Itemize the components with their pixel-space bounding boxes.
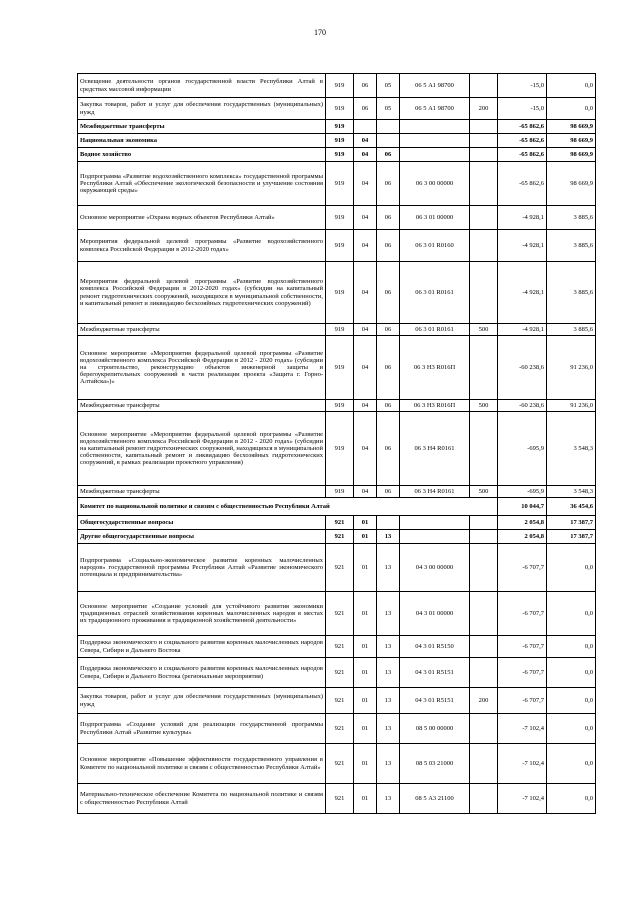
cell-admin-code: 921 — [326, 744, 354, 784]
cell-admin-code: 921 — [326, 784, 354, 814]
table-row — [78, 714, 596, 744]
cell-expense-type — [470, 658, 498, 688]
cell-admin-code: 921 — [326, 592, 354, 636]
cell-sum-2: 0,0 — [547, 544, 596, 592]
table-row — [78, 636, 596, 658]
cell-target-article: 08 5 А3 21100 — [400, 784, 470, 814]
cell-subsection — [377, 516, 400, 530]
cell-subsection: 06 — [377, 400, 400, 412]
cell-target-article — [400, 120, 470, 134]
cell-expense-type — [470, 148, 498, 162]
cell-expense-type — [470, 134, 498, 148]
cell-admin-code: 919 — [326, 336, 354, 400]
cell-sum-1: -695,9 — [498, 486, 547, 498]
cell-name: Мероприятия федеральной целевой программы «Развитие водохозяйственного комплекса Российской Федерации в 2012-2020 годах» (субсидии на капитальный ремонт гидротехнических сооружений, находящихся в муниципальной собственности, и капитальный ремонт и ликвидацию бесхозяйных гидротехнических сооружений) — [78, 262, 326, 324]
cell-section: 06 — [354, 74, 377, 98]
cell-expense-type — [470, 206, 498, 230]
cell-admin-code: 919 — [326, 412, 354, 486]
cell-admin-code: 921 — [326, 658, 354, 688]
cell-name: Поддержка экономического и социального развития коренных малочисленных народов Севера, Сибири и Дальнего Востока — [78, 636, 326, 658]
table-row — [78, 744, 596, 784]
table-row — [78, 336, 596, 400]
cell-sum-1: -6 707,7 — [498, 636, 547, 658]
cell-subsection: 06 — [377, 262, 400, 324]
cell-sum-1: 2 054,8 — [498, 516, 547, 530]
table-row — [78, 262, 596, 324]
cell-subsection: 06 — [377, 230, 400, 262]
cell-name: Освещение деятельности органов государственной власти Республики Алтай в средствах массовой информации — [78, 74, 326, 98]
cell-target-article: 08 5 00 00000 — [400, 714, 470, 744]
cell-admin-code: 919 — [326, 206, 354, 230]
cell-sum-2: 0,0 — [547, 784, 596, 814]
cell-section: 04 — [354, 134, 377, 148]
cell-name: Межбюджетные трансферты — [78, 400, 326, 412]
cell-admin-code: 919 — [326, 148, 354, 162]
cell-name: Водное хозяйство — [78, 148, 326, 162]
cell-sum-1: -6 707,7 — [498, 658, 547, 688]
cell-target-article — [400, 516, 470, 530]
cell-name: Подпрограмма «Развитие водохозяйственного комплекса» государственной программы Республики Алтай «Обеспечение экологической безопасности и улучшение состояния окружающей среды» — [78, 162, 326, 206]
cell-sum-2: 3 548,3 — [547, 412, 596, 486]
cell-subsection — [377, 120, 400, 134]
cell-sum-1: -15,0 — [498, 98, 547, 120]
cell-name: Другие общегосударственные вопросы — [78, 530, 326, 544]
cell-target-article: 06 3 Н3 R016П — [400, 336, 470, 400]
cell-target-article: 08 5 03 21000 — [400, 744, 470, 784]
cell-subsection: 13 — [377, 530, 400, 544]
cell-section: 04 — [354, 336, 377, 400]
cell-sum-2: 98 669,9 — [547, 120, 596, 134]
cell-subsection: 13 — [377, 658, 400, 688]
cell-subsection: 06 — [377, 412, 400, 486]
cell-admin-code: 919 — [326, 324, 354, 336]
cell-section: 01 — [354, 658, 377, 688]
table-row — [78, 148, 596, 162]
cell-expense-type — [470, 412, 498, 486]
cell-section: 01 — [354, 516, 377, 530]
cell-subsection: 06 — [377, 162, 400, 206]
cell-target-article: 06 3 00 00000 — [400, 162, 470, 206]
cell-expense-type — [470, 262, 498, 324]
cell-expense-type — [470, 744, 498, 784]
cell-name: Межбюджетные трансферты — [78, 324, 326, 336]
cell-sum-1: -695,9 — [498, 412, 547, 486]
cell-admin-code: 919 — [326, 98, 354, 120]
cell-section: 01 — [354, 688, 377, 714]
cell-target-article: 06 3 01 00000 — [400, 206, 470, 230]
cell-section: 04 — [354, 206, 377, 230]
cell-subsection: 06 — [377, 336, 400, 400]
cell-target-article: 06 3 Н3 R016П — [400, 400, 470, 412]
table-row — [78, 230, 596, 262]
cell-sum-2: 0,0 — [547, 688, 596, 714]
cell-subsection: 13 — [377, 592, 400, 636]
cell-section: 04 — [354, 230, 377, 262]
cell-sum-1: -4 928,1 — [498, 324, 547, 336]
cell-section: 01 — [354, 636, 377, 658]
cell-admin-code: 919 — [326, 262, 354, 324]
table-row — [78, 134, 596, 148]
table-row — [78, 688, 596, 714]
cell-expense-type — [470, 516, 498, 530]
cell-sum-1: -6 707,7 — [498, 688, 547, 714]
table-row — [78, 486, 596, 498]
cell-section — [354, 120, 377, 134]
cell-name: Основное мероприятие «Мероприятия федеральной целевой программы «Развитие водохозяйственного комплекса Российской Федерации в 2012 - 2020 годах» (субсидии на капитальный ремонт гидротехнических сооружений, находящихся в муниципальной собственности, капитальный ремонт и ликвидацию бесхозяйных гидротехнических сооружений, в рамках реализации проектного управления) — [78, 412, 326, 486]
cell-target-article — [400, 134, 470, 148]
cell-sum-2: 91 236,0 — [547, 400, 596, 412]
cell-sum-1: -60 238,6 — [498, 400, 547, 412]
cell-target-article: 04 3 00 00000 — [400, 544, 470, 592]
cell-sum-2: 17 387,7 — [547, 530, 596, 544]
cell-sum-2: 36 454,6 — [547, 498, 596, 516]
cell-target-article: 06 5 А1 98700 — [400, 98, 470, 120]
budget-table-body — [78, 74, 596, 814]
cell-subsection: 05 — [377, 98, 400, 120]
cell-sum-2: 0,0 — [547, 636, 596, 658]
cell-section: 01 — [354, 544, 377, 592]
cell-target-article: 06 3 01 R0160 — [400, 230, 470, 262]
cell-target-article: 06 3 Н4 R0161 — [400, 412, 470, 486]
cell-sum-2: 98 669,9 — [547, 148, 596, 162]
cell-sum-2: 3 885,6 — [547, 230, 596, 262]
cell-expense-type — [470, 336, 498, 400]
cell-name: Общегосударственные вопросы — [78, 516, 326, 530]
cell-target-article: 04 3 01 R5151 — [400, 688, 470, 714]
cell-name: Закупка товаров, работ и услуг для обеспечения государственных (муниципальных) нужд — [78, 688, 326, 714]
table-row — [78, 658, 596, 688]
cell-section: 04 — [354, 324, 377, 336]
cell-subsection: 13 — [377, 744, 400, 784]
cell-expense-type: 500 — [470, 486, 498, 498]
cell-section: 04 — [354, 162, 377, 206]
cell-expense-type — [470, 120, 498, 134]
cell-admin-code: 921 — [326, 544, 354, 592]
table-row — [78, 412, 596, 486]
table-row — [78, 544, 596, 592]
cell-sum-1: -6 707,7 — [498, 544, 547, 592]
cell-sum-2: 3 885,6 — [547, 206, 596, 230]
cell-sum-1: -7 102,4 — [498, 784, 547, 814]
cell-sum-1: -65 862,6 — [498, 134, 547, 148]
cell-admin-code: 919 — [326, 486, 354, 498]
cell-name: Подпрограмма «Социально-экономическое развитие коренных малочисленных народов» государственной программы Республики Алтай «Развитие экономического потенциала и предпринимательства» — [78, 544, 326, 592]
cell-name: Межбюджетные трансферты — [78, 120, 326, 134]
cell-sum-2: 3 548,3 — [547, 486, 596, 498]
cell-sum-2: 91 236,0 — [547, 336, 596, 400]
cell-section: 04 — [354, 148, 377, 162]
cell-sum-2: 0,0 — [547, 658, 596, 688]
cell-name: Национальная экономика — [78, 134, 326, 148]
cell-sum-2: 98 669,9 — [547, 134, 596, 148]
cell-admin-code: 921 — [326, 714, 354, 744]
cell-sum-1: 10 044,7 — [498, 498, 547, 516]
cell-admin-code: 921 — [326, 516, 354, 530]
cell-sum-1: -4 928,1 — [498, 262, 547, 324]
cell-sum-2: 98 669,9 — [547, 162, 596, 206]
cell-name: Закупка товаров, работ и услуг для обеспечения государственных (муниципальных) нужд — [78, 98, 326, 120]
cell-sum-1: -6 707,7 — [498, 592, 547, 636]
cell-admin-code: 921 — [326, 636, 354, 658]
table-row — [78, 592, 596, 636]
cell-name: Межбюджетные трансферты — [78, 486, 326, 498]
table-row — [78, 784, 596, 814]
cell-section: 04 — [354, 486, 377, 498]
cell-sum-1: -65 862,6 — [498, 120, 547, 134]
table-row — [78, 206, 596, 230]
table-row — [78, 400, 596, 412]
cell-expense-type — [470, 530, 498, 544]
cell-target-article: 06 3 01 R0161 — [400, 324, 470, 336]
cell-subsection: 13 — [377, 688, 400, 714]
cell-target-article — [400, 530, 470, 544]
cell-name: Поддержка экономического и социального развития коренных малочисленных народов Севера, Сибири и Дальнего Востока (региональные мероприятия) — [78, 658, 326, 688]
cell-name: Основное мероприятие «Повышение эффективности государственного управления в Комитете по национальной политике и связям с общественностью Республики Алтай» — [78, 744, 326, 784]
cell-section: 06 — [354, 98, 377, 120]
table-row — [78, 120, 596, 134]
cell-target-article: 06 3 01 R0161 — [400, 262, 470, 324]
cell-sum-2: 0,0 — [547, 74, 596, 98]
cell-admin-code: 919 — [326, 230, 354, 262]
cell-expense-type — [470, 74, 498, 98]
cell-sum-1: -15,0 — [498, 74, 547, 98]
cell-admin-code: 919 — [326, 74, 354, 98]
cell-expense-type: 500 — [470, 324, 498, 336]
cell-target-article — [400, 148, 470, 162]
cell-section: 01 — [354, 784, 377, 814]
table-row — [78, 498, 596, 516]
cell-expense-type — [470, 544, 498, 592]
cell-subsection: 06 — [377, 324, 400, 336]
cell-sum-1: -4 928,1 — [498, 206, 547, 230]
cell-expense-type: 500 — [470, 400, 498, 412]
cell-name: Основное мероприятие «Мероприятия федеральной целевой программы «Развитие водохозяйственного комплекса Российской Федерации в 2012 - 2020 годах» (субсидии на строительство, реконструкцию объектов инженерной защиты и берегоукрепительных сооружений в части реализации проекта «Защита г. Горно-Алтайска»)» — [78, 336, 326, 400]
cell-expense-type — [470, 636, 498, 658]
cell-section: 01 — [354, 530, 377, 544]
cell-sum-1: 2 054,8 — [498, 530, 547, 544]
cell-subsection: 13 — [377, 636, 400, 658]
cell-subsection: 06 — [377, 206, 400, 230]
table-row — [78, 324, 596, 336]
cell-sum-2: 17 387,7 — [547, 516, 596, 530]
cell-subsection — [377, 134, 400, 148]
cell-section: 04 — [354, 400, 377, 412]
cell-subsection: 06 — [377, 486, 400, 498]
cell-expense-type — [470, 714, 498, 744]
cell-admin-code: 921 — [326, 530, 354, 544]
cell-admin-code: 921 — [326, 688, 354, 714]
cell-sum-2: 0,0 — [547, 714, 596, 744]
cell-target-article: 06 5 А1 98700 — [400, 74, 470, 98]
cell-name: Материально-техническое обеспечение Комитета по национальной политике и связям с общественностью Республики Алтай — [78, 784, 326, 814]
cell-sum-1: -65 862,6 — [498, 148, 547, 162]
cell-section: 04 — [354, 412, 377, 486]
cell-sum-2: 3 885,6 — [547, 324, 596, 336]
cell-sum-1: -65 862,6 — [498, 162, 547, 206]
cell-name: Мероприятия федеральной целевой программы «Развитие водохозяйственного комплекса Российской Федерации в 2012-2020 годах» — [78, 230, 326, 262]
table-row — [78, 74, 596, 98]
cell-sum-1: -60 238,6 — [498, 336, 547, 400]
cell-section: 04 — [354, 262, 377, 324]
cell-name: Основное мероприятие «Охрана водных объектов Республики Алтай» — [78, 206, 326, 230]
table-row — [78, 162, 596, 206]
cell-sum-2: 3 885,6 — [547, 262, 596, 324]
cell-expense-type — [470, 784, 498, 814]
cell-name: Подпрограмма «Создание условий для реализации государственной программы Республики Алтай «Развитие культуры» — [78, 714, 326, 744]
cell-admin-code: 919 — [326, 120, 354, 134]
cell-sum-2: 0,0 — [547, 98, 596, 120]
cell-expense-type — [470, 162, 498, 206]
cell-expense-type: 200 — [470, 98, 498, 120]
cell-subsection: 13 — [377, 714, 400, 744]
cell-sum-2: 0,0 — [547, 744, 596, 784]
cell-sum-2: 0,0 — [547, 592, 596, 636]
cell-subsection: 13 — [377, 544, 400, 592]
cell-admin-code: 919 — [326, 134, 354, 148]
table-row — [78, 516, 596, 530]
cell-subsection: 13 — [377, 784, 400, 814]
cell-section: 01 — [354, 592, 377, 636]
cell-subsection: 06 — [377, 148, 400, 162]
cell-sum-1: -4 928,1 — [498, 230, 547, 262]
table-row — [78, 530, 596, 544]
cell-sum-1: -7 102,4 — [498, 714, 547, 744]
page-number: 170 — [314, 28, 326, 37]
cell-subsection: 05 — [377, 74, 400, 98]
cell-target-article: 04 3 01 00000 — [400, 592, 470, 636]
budget-table — [77, 73, 596, 814]
cell-expense-type: 200 — [470, 688, 498, 714]
table-row — [78, 98, 596, 120]
cell-name: Комитет по национальной политике и связям с общественностью Республики Алтай — [78, 498, 498, 516]
cell-expense-type — [470, 592, 498, 636]
cell-admin-code: 919 — [326, 400, 354, 412]
cell-target-article: 06 3 Н4 R0161 — [400, 486, 470, 498]
cell-target-article: 04 3 01 R5151 — [400, 658, 470, 688]
cell-section: 01 — [354, 744, 377, 784]
cell-expense-type — [470, 230, 498, 262]
cell-admin-code: 919 — [326, 162, 354, 206]
cell-section: 01 — [354, 714, 377, 744]
cell-target-article: 04 3 01 R5150 — [400, 636, 470, 658]
cell-name: Основное мероприятие «Создание условий для устойчивого развития экономики традиционных отраслей хозяйствования коренных малочисленных народов в местах их традиционного проживания и традиционной хозяйственной деятельности» — [78, 592, 326, 636]
cell-sum-1: -7 102,4 — [498, 744, 547, 784]
